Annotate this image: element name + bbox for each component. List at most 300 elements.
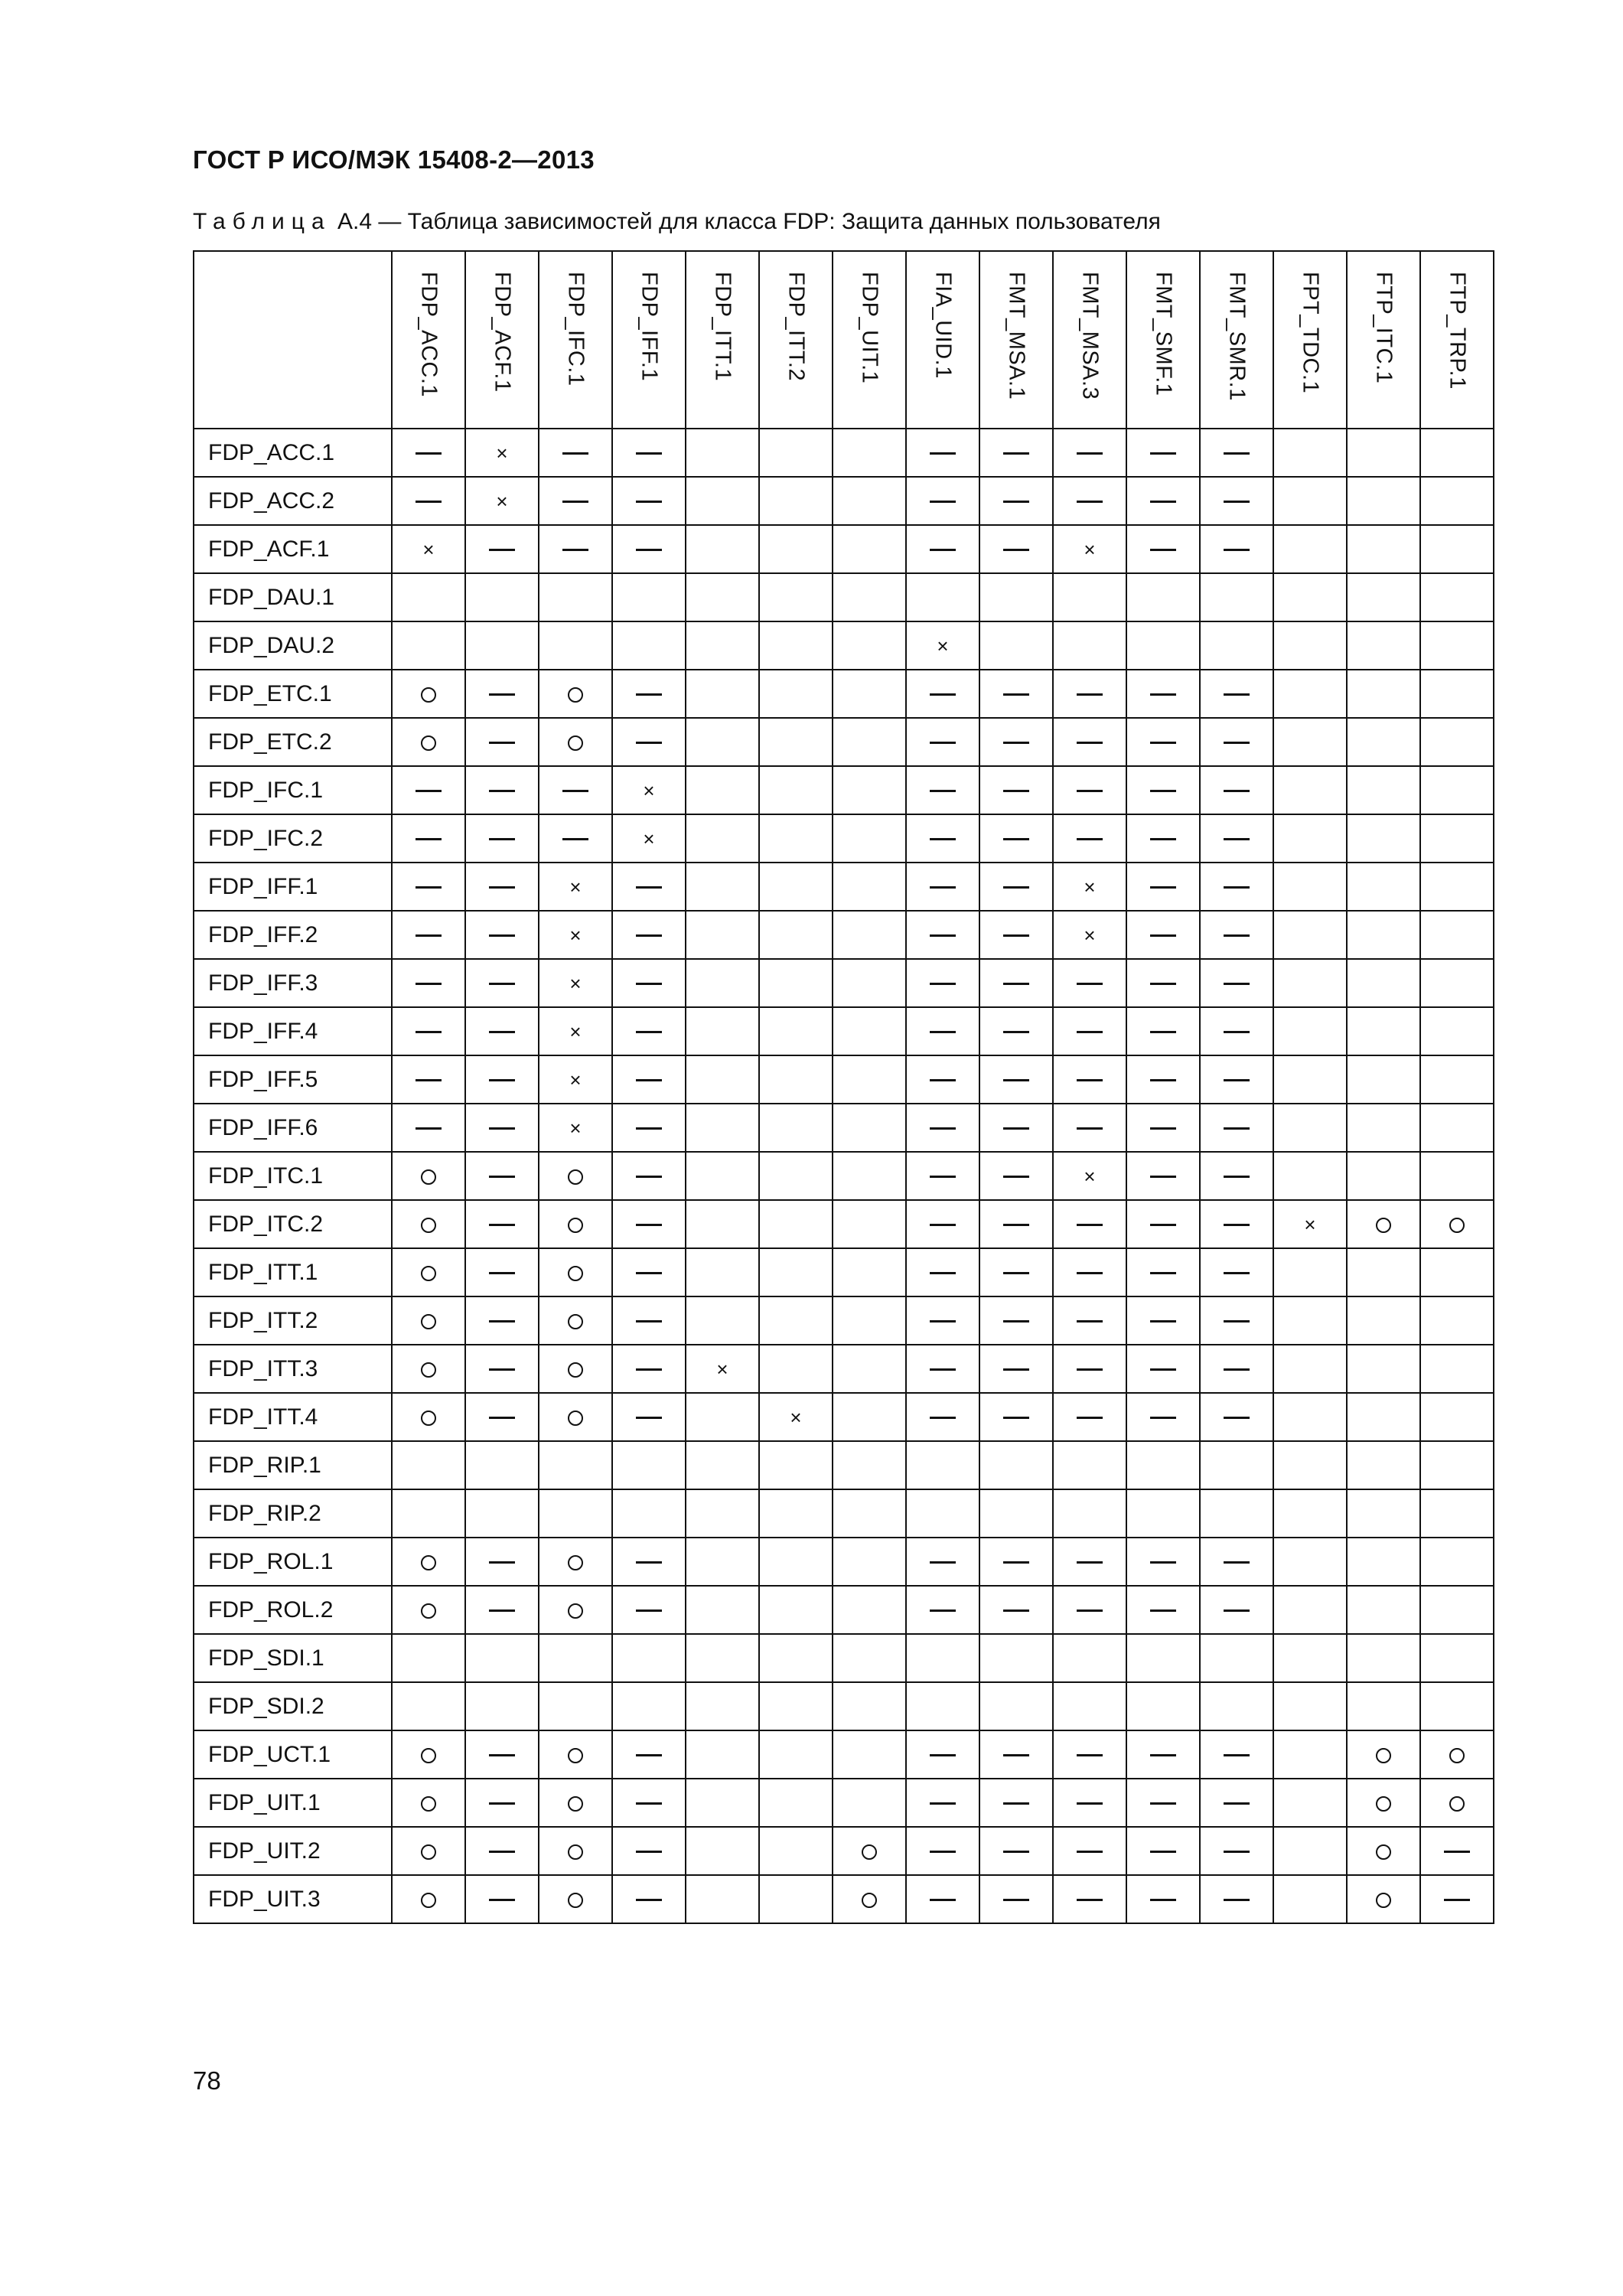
table-cell — [1273, 1586, 1347, 1634]
dash-mark — [1150, 1127, 1176, 1130]
table-row — [194, 1296, 1494, 1345]
table-cell — [465, 1634, 539, 1682]
dash-mark — [1077, 1561, 1103, 1564]
table-cell — [612, 1007, 686, 1055]
table-cell — [686, 429, 759, 477]
dash-mark — [1003, 1851, 1029, 1853]
cross-mark: × — [643, 778, 655, 802]
table-cell — [1273, 1682, 1347, 1730]
table-cell — [1053, 573, 1126, 621]
table-cell — [1053, 1875, 1126, 1923]
table-cell — [686, 1200, 759, 1248]
dash-mark — [1077, 1272, 1103, 1274]
column-header — [1126, 251, 1200, 429]
table-row — [194, 1345, 1494, 1393]
table-cell — [833, 1007, 906, 1055]
table-cell — [833, 1296, 906, 1345]
table-cell — [465, 1345, 539, 1393]
table-cell — [1347, 1875, 1420, 1923]
table-cell — [612, 1104, 686, 1152]
table-cell — [1347, 1441, 1420, 1489]
dash-mark — [930, 1802, 956, 1805]
table-cell — [1200, 1827, 1273, 1875]
table-cell — [1420, 1779, 1494, 1827]
row-header: FDP_DAU.2 — [194, 621, 392, 670]
table-cell — [833, 1586, 906, 1634]
table-cell — [906, 1248, 979, 1296]
row-header: FDP_ITC.2 — [194, 1200, 392, 1248]
dash-mark — [489, 693, 515, 696]
table-cell — [539, 718, 612, 766]
table-cell — [539, 525, 612, 573]
table-cell — [759, 1055, 833, 1104]
table-cell — [612, 1152, 686, 1200]
table-cell — [392, 1055, 465, 1104]
table-cell — [1420, 1152, 1494, 1200]
column-header — [979, 251, 1053, 429]
dash-mark — [1077, 1899, 1103, 1901]
table-cell — [833, 429, 906, 477]
table-cell — [392, 1779, 465, 1827]
circle-mark — [862, 1844, 877, 1860]
table-cell — [1126, 911, 1200, 959]
table-cell — [465, 1055, 539, 1104]
circle-mark — [421, 1555, 436, 1570]
table-cell — [1200, 1489, 1273, 1538]
page-number: 78 — [193, 2066, 221, 2095]
table-cell — [539, 1827, 612, 1875]
column-header-label: FDP_ITT.1 — [710, 272, 735, 382]
table-cell — [1347, 718, 1420, 766]
table-cell — [465, 766, 539, 814]
table-cell — [979, 1586, 1053, 1634]
table-cell — [465, 1875, 539, 1923]
table-cell — [1053, 1248, 1126, 1296]
table-cell — [465, 1538, 539, 1586]
table-cell — [833, 1730, 906, 1779]
table-cell — [612, 1779, 686, 1827]
table-cell — [539, 863, 612, 911]
row-header: FDP_IFF.3 — [194, 959, 392, 1007]
table-cell — [1126, 1393, 1200, 1441]
table-cell — [612, 1827, 686, 1875]
table-cell — [612, 959, 686, 1007]
row-header: FDP_ACF.1 — [194, 525, 392, 573]
table-cell — [1273, 1779, 1347, 1827]
dash-mark — [1003, 983, 1029, 985]
table-cell — [1347, 814, 1420, 863]
column-header-label: FDP_IFC.1 — [563, 272, 588, 386]
table-cell — [612, 670, 686, 718]
dash-mark — [1003, 1031, 1029, 1033]
table-cell — [1420, 477, 1494, 525]
table-cell — [392, 525, 465, 573]
table-cell — [1273, 1055, 1347, 1104]
table-cell — [1420, 814, 1494, 863]
dash-mark — [1003, 1368, 1029, 1371]
table-cell — [465, 1489, 539, 1538]
table-cell — [686, 1827, 759, 1875]
dash-mark — [1224, 1079, 1250, 1081]
table-cell — [612, 621, 686, 670]
table-cell — [539, 1200, 612, 1248]
table-cell — [1053, 477, 1126, 525]
dash-mark — [1224, 1899, 1250, 1901]
dash-mark — [1150, 1368, 1176, 1371]
column-header-label: FIA_UID.1 — [930, 272, 956, 379]
table-cell — [833, 911, 906, 959]
table-cell — [465, 670, 539, 718]
table-cell — [392, 1682, 465, 1730]
table-cell — [906, 1730, 979, 1779]
dash-mark — [930, 790, 956, 792]
column-header — [1420, 251, 1494, 429]
circle-mark — [421, 1411, 436, 1426]
dash-mark — [930, 838, 956, 840]
dash-mark — [636, 1224, 662, 1226]
column-header-label: FDP_ACF.1 — [490, 272, 515, 393]
table-cell — [686, 766, 759, 814]
table-cell — [686, 573, 759, 621]
table-cell — [686, 1730, 759, 1779]
table-cell — [1126, 1634, 1200, 1682]
table-cell — [979, 1393, 1053, 1441]
table-cell — [1347, 573, 1420, 621]
table-cell — [1273, 1538, 1347, 1586]
table-cell — [759, 1248, 833, 1296]
table-cell — [906, 959, 979, 1007]
dash-mark — [489, 1224, 515, 1226]
table-cell — [906, 1875, 979, 1923]
circle-mark — [568, 1362, 583, 1378]
table-cell — [465, 1586, 539, 1634]
table-cell — [1420, 573, 1494, 621]
table-cell — [1347, 1393, 1420, 1441]
dash-mark — [1224, 742, 1250, 744]
row-header: FDP_ITT.2 — [194, 1296, 392, 1345]
table-cell — [1420, 1827, 1494, 1875]
table-cell — [906, 573, 979, 621]
table-cell — [1200, 429, 1273, 477]
table-cell — [979, 814, 1053, 863]
table-cell — [1420, 1104, 1494, 1152]
dash-mark — [416, 1127, 442, 1130]
circle-mark — [568, 1748, 583, 1763]
table-cell — [1420, 1730, 1494, 1779]
dash-mark — [489, 1127, 515, 1130]
table-cell — [686, 1104, 759, 1152]
circle-mark — [1376, 1893, 1391, 1908]
dash-mark — [489, 1176, 515, 1178]
row-header: FDP_ACC.1 — [194, 429, 392, 477]
table-cell — [539, 1779, 612, 1827]
table-cell — [979, 1055, 1053, 1104]
table-cell — [686, 525, 759, 573]
table-cell — [906, 718, 979, 766]
table-cell — [1126, 1827, 1200, 1875]
table-row — [194, 766, 1494, 814]
table-cell — [1347, 1827, 1420, 1875]
table-row — [194, 1634, 1494, 1682]
table-cell — [392, 621, 465, 670]
dash-mark — [1150, 1561, 1176, 1564]
dash-mark — [1003, 549, 1029, 551]
table-row — [194, 477, 1494, 525]
table-cell — [392, 1586, 465, 1634]
table-row — [194, 1104, 1494, 1152]
table-cell — [1273, 670, 1347, 718]
circle-mark — [568, 1796, 583, 1812]
dash-mark — [930, 1899, 956, 1901]
table-cell — [392, 1248, 465, 1296]
table-cell — [906, 670, 979, 718]
column-header — [1273, 251, 1347, 429]
dash-mark — [1003, 1079, 1029, 1081]
table-cell — [539, 1248, 612, 1296]
table-cell — [686, 1538, 759, 1586]
table-cell — [979, 525, 1053, 573]
dash-mark — [930, 1320, 956, 1322]
row-header: FDP_ITT.1 — [194, 1248, 392, 1296]
table-cell — [539, 911, 612, 959]
table-cell — [1273, 1730, 1347, 1779]
table-cell — [1273, 621, 1347, 670]
table-cell — [1126, 766, 1200, 814]
dash-mark — [416, 790, 442, 792]
table-cell — [759, 1538, 833, 1586]
table-cell — [1273, 766, 1347, 814]
table-cell — [1200, 1586, 1273, 1634]
table-cell — [979, 1104, 1053, 1152]
table-cell — [1126, 1489, 1200, 1538]
table-cell — [833, 766, 906, 814]
table-cell — [1053, 718, 1126, 766]
table-cell — [833, 477, 906, 525]
table-cell — [392, 766, 465, 814]
table-cell — [1347, 1248, 1420, 1296]
dash-mark — [930, 1851, 956, 1853]
table-cell — [392, 1393, 465, 1441]
table-cell — [1200, 477, 1273, 525]
dash-mark — [1150, 1079, 1176, 1081]
table-cell — [833, 1104, 906, 1152]
table-cell — [392, 1345, 465, 1393]
table-cell — [1347, 1586, 1420, 1634]
table-cell — [1347, 1345, 1420, 1393]
column-header-label: FDP_ACC.1 — [416, 272, 442, 398]
table-cell — [1273, 525, 1347, 573]
column-header-label: FTP_ITC.1 — [1371, 272, 1396, 384]
table-corner-cell — [194, 251, 392, 429]
table-cell — [1273, 718, 1347, 766]
circle-mark — [568, 1411, 583, 1426]
table-cell — [833, 1248, 906, 1296]
table-cell — [1273, 1634, 1347, 1682]
table-cell — [759, 863, 833, 911]
dash-mark — [636, 1561, 662, 1564]
dash-mark — [1003, 1272, 1029, 1274]
table-cell — [1126, 1875, 1200, 1923]
table-cell — [612, 1248, 686, 1296]
table-cell — [1420, 1296, 1494, 1345]
table-cell — [1126, 1345, 1200, 1393]
table-cell — [833, 814, 906, 863]
column-header-label: FMT_MSA.1 — [1004, 272, 1029, 400]
dash-mark — [636, 1320, 662, 1322]
dash-mark — [930, 1031, 956, 1033]
table-cell — [539, 1489, 612, 1538]
table-cell — [906, 1393, 979, 1441]
dash-mark — [930, 452, 956, 455]
dash-mark — [1150, 549, 1176, 551]
circle-mark — [421, 1893, 436, 1908]
row-header: FDP_RIP.2 — [194, 1489, 392, 1538]
table-cell — [906, 1104, 979, 1152]
table-cell — [979, 1730, 1053, 1779]
dash-mark — [416, 886, 442, 889]
table-cell — [612, 1682, 686, 1730]
table-cell — [979, 573, 1053, 621]
table-cell — [686, 1345, 759, 1393]
table-cell — [833, 1393, 906, 1441]
dash-mark — [1003, 1127, 1029, 1130]
table-cell — [539, 1730, 612, 1779]
table-cell — [1200, 670, 1273, 718]
dash-mark — [1224, 1802, 1250, 1805]
table-cell — [1420, 1538, 1494, 1586]
table-cell — [979, 1200, 1053, 1248]
cross-mark: × — [643, 827, 655, 850]
table-cell — [1347, 1055, 1420, 1104]
table-cell — [465, 1296, 539, 1345]
dash-mark — [1150, 1320, 1176, 1322]
table-row — [194, 1875, 1494, 1923]
table-cell — [686, 1489, 759, 1538]
table-cell — [906, 766, 979, 814]
dash-mark — [930, 1754, 956, 1756]
dash-mark — [636, 1127, 662, 1130]
table-cell — [392, 959, 465, 1007]
table-cell — [1273, 959, 1347, 1007]
table-cell — [612, 766, 686, 814]
table-row — [194, 525, 1494, 573]
dash-mark — [930, 983, 956, 985]
table-row — [194, 1441, 1494, 1489]
table-cell — [979, 1152, 1053, 1200]
dash-mark — [416, 934, 442, 937]
table-cell — [906, 1682, 979, 1730]
table-cell — [465, 814, 539, 863]
table-cell — [759, 1345, 833, 1393]
dash-mark — [489, 838, 515, 840]
row-header: FDP_ACC.2 — [194, 477, 392, 525]
table-cell — [1347, 621, 1420, 670]
table-row — [194, 621, 1494, 670]
table-cell — [906, 1007, 979, 1055]
table-cell — [1126, 477, 1200, 525]
table-cell — [1347, 863, 1420, 911]
table-cell — [1420, 1248, 1494, 1296]
dash-mark — [1150, 1272, 1176, 1274]
table-cell — [1126, 573, 1200, 621]
table-cell — [1053, 1055, 1126, 1104]
table-cell — [1126, 1152, 1200, 1200]
circle-mark — [421, 1748, 436, 1763]
table-cell — [1347, 1200, 1420, 1248]
table-row — [194, 1489, 1494, 1538]
dash-mark — [930, 1609, 956, 1612]
table-cell — [1273, 1248, 1347, 1296]
dash-mark — [1077, 1127, 1103, 1130]
table-cell — [392, 1875, 465, 1923]
dash-mark — [1077, 1754, 1103, 1756]
cross-mark: × — [422, 537, 435, 561]
column-header-label: FDP_UIT.1 — [857, 272, 882, 384]
table-cell — [612, 429, 686, 477]
table-cell — [392, 863, 465, 911]
row-header: FDP_IFC.1 — [194, 766, 392, 814]
dash-mark — [1003, 1561, 1029, 1564]
table-cell — [465, 573, 539, 621]
table-cell — [906, 525, 979, 573]
circle-mark — [568, 1314, 583, 1329]
table-cell — [906, 1345, 979, 1393]
table-cell — [1053, 1200, 1126, 1248]
table-cell — [1273, 1104, 1347, 1152]
circle-mark — [421, 1218, 436, 1233]
table-cell — [392, 1489, 465, 1538]
dash-mark — [1150, 501, 1176, 503]
table-caption — [193, 209, 1161, 235]
table-cell — [1053, 1007, 1126, 1055]
column-header — [906, 251, 979, 429]
table-cell — [686, 1634, 759, 1682]
table-cell — [1420, 670, 1494, 718]
table-cell — [1053, 1682, 1126, 1730]
table-cell — [539, 1538, 612, 1586]
table-cell — [686, 863, 759, 911]
dash-mark — [1224, 886, 1250, 889]
table-cell — [906, 814, 979, 863]
table-cell — [979, 1827, 1053, 1875]
table-cell — [1053, 766, 1126, 814]
table-cell — [1347, 766, 1420, 814]
table-cell — [465, 1007, 539, 1055]
dash-mark — [636, 1802, 662, 1805]
table-cell — [392, 1007, 465, 1055]
dash-mark — [1003, 838, 1029, 840]
table-cell — [1273, 911, 1347, 959]
table-cell — [906, 1779, 979, 1827]
table-cell — [1420, 959, 1494, 1007]
dash-mark — [930, 1368, 956, 1371]
dash-mark — [1224, 1754, 1250, 1756]
table-cell — [686, 814, 759, 863]
dash-mark — [1150, 838, 1176, 840]
dash-mark — [636, 1851, 662, 1853]
document-title: ГОСТ Р ИСО/МЭК 15408-2—2013 — [193, 145, 595, 174]
dash-mark — [489, 1272, 515, 1274]
circle-mark — [568, 1266, 583, 1281]
dash-mark — [1077, 1079, 1103, 1081]
dash-mark — [1150, 1031, 1176, 1033]
circle-mark — [421, 1603, 436, 1619]
dash-mark — [636, 1368, 662, 1371]
row-header: FDP_ITC.1 — [194, 1152, 392, 1200]
table-cell — [539, 573, 612, 621]
dash-mark — [1224, 1320, 1250, 1322]
dash-mark — [489, 1754, 515, 1756]
